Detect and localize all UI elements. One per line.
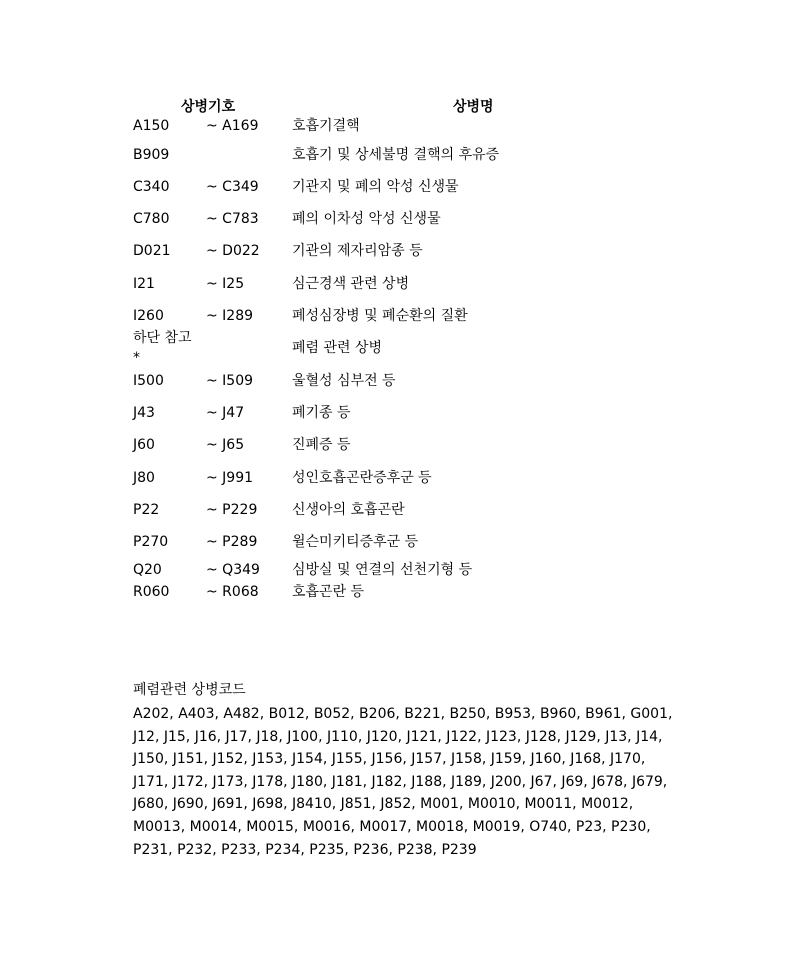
code-list-line: J680, J690, J691, J698, J8410, J851, J852, M001, M0010, M0011, M0012,: [133, 796, 634, 813]
code-start: A150: [133, 118, 170, 134]
code-start: J80: [133, 470, 155, 486]
code-start: J60: [133, 437, 155, 453]
code-end: ~ P229: [206, 502, 258, 518]
disease-name: 폐기종 등: [292, 405, 351, 421]
disease-name: 호흡기결핵: [292, 118, 360, 134]
code-end: ~ Q349: [206, 562, 260, 578]
disease-name: 호흡곤란 등: [292, 584, 365, 600]
code-end: ~ J991: [206, 470, 254, 486]
disease-name: 심방실 및 연결의 선천기형 등: [292, 562, 473, 578]
code-end: ~ J47: [206, 405, 245, 421]
code-list-line: J12, J15, J16, J17, J18, J100, J110, J120, J121, J122, J123, J128, J129, J13, J14,: [133, 728, 663, 745]
code-start: C780: [133, 211, 170, 227]
code-end: ~ I289: [206, 308, 254, 324]
column-header-name: 상병명: [453, 99, 494, 115]
code-start: P22: [133, 502, 160, 518]
code-end: ~ D022: [206, 243, 260, 259]
disease-name: 폐렴 관련 상병: [292, 340, 383, 356]
code-start: Q20: [133, 562, 162, 578]
code-start: B909: [133, 147, 170, 163]
disease-name: 폐성심장병 및 폐순환의 질환: [292, 308, 468, 324]
disease-name: 호흡기 및 상세불명 결핵의 후유증: [292, 147, 500, 163]
disease-name: 진폐증 등: [292, 437, 351, 453]
code-list-line: A202, A403, A482, B012, B052, B206, B221, B250, B953, B960, B961, G001,: [133, 706, 673, 722]
code-end: ~ R068: [206, 584, 259, 600]
code-start: I21: [133, 276, 155, 292]
table-row: [0, 435, 793, 455]
table-row: [0, 582, 793, 602]
table-row: [0, 306, 793, 326]
disease-name: 기관의 제자리암종 등: [292, 243, 423, 259]
disease-name: 심근경색 관련 상병: [292, 276, 410, 292]
disease-name: 울혈성 심부전 등: [292, 373, 396, 389]
table-row: [0, 532, 793, 552]
table-row: [0, 328, 793, 368]
table-row: [0, 560, 793, 580]
pneumonia-codes-title: 폐렴관련 상병코드: [133, 682, 246, 698]
table-row: [0, 403, 793, 423]
code-start: I500: [133, 373, 164, 389]
table-row: [0, 209, 793, 229]
disease-name: 기관지 및 폐의 악성 신생물: [292, 179, 459, 195]
code-start: R060: [133, 584, 170, 600]
code-note-asterisk: *: [133, 350, 140, 366]
table-row: [0, 371, 793, 391]
column-header-code: 상병기호: [181, 99, 236, 115]
pneumonia-codes-list: [133, 703, 673, 861]
code-start: J43: [133, 405, 155, 421]
code-start: P270: [133, 534, 169, 550]
code-start: C340: [133, 179, 170, 195]
code-end: ~ C783: [206, 211, 259, 227]
code-note: 하단 참고: [133, 330, 192, 346]
code-end: ~ C349: [206, 179, 259, 195]
code-end: ~ A169: [206, 118, 259, 134]
code-end: ~ I509: [206, 373, 254, 389]
code-start: D021: [133, 243, 171, 259]
table-row: [0, 116, 793, 136]
code-end: ~ I25: [206, 276, 245, 292]
table-row: [0, 274, 793, 294]
code-end: ~ P289: [206, 534, 258, 550]
code-end: ~ J65: [206, 437, 245, 453]
table-row: [0, 500, 793, 520]
disease-name: 성인호흡곤란증후군 등: [292, 470, 432, 486]
table-row: [0, 145, 793, 165]
table-row: [0, 468, 793, 488]
table-row: [0, 241, 793, 261]
disease-name: 윌슨미키티증후군 등: [292, 534, 419, 550]
disease-name: 신생아의 호흡곤란: [292, 502, 405, 518]
disease-name: 폐의 이차성 악성 신생물: [292, 211, 441, 227]
table-row: [0, 177, 793, 197]
code-list-line: J171, J172, J173, J178, J180, J181, J182, J188, J189, J200, J67, J69, J678, J679,: [133, 773, 668, 790]
code-start: I260: [133, 308, 164, 324]
code-list-line: M0013, M0014, M0015, M0016, M0017, M0018, M0019, O740, P23, P230,: [133, 818, 651, 835]
code-list-line: P231, P232, P233, P234, P235, P236, P238, P239: [133, 841, 477, 858]
code-list-line: J150, J151, J152, J153, J154, J155, J156, J157, J158, J159, J160, J168, J170,: [133, 751, 646, 768]
